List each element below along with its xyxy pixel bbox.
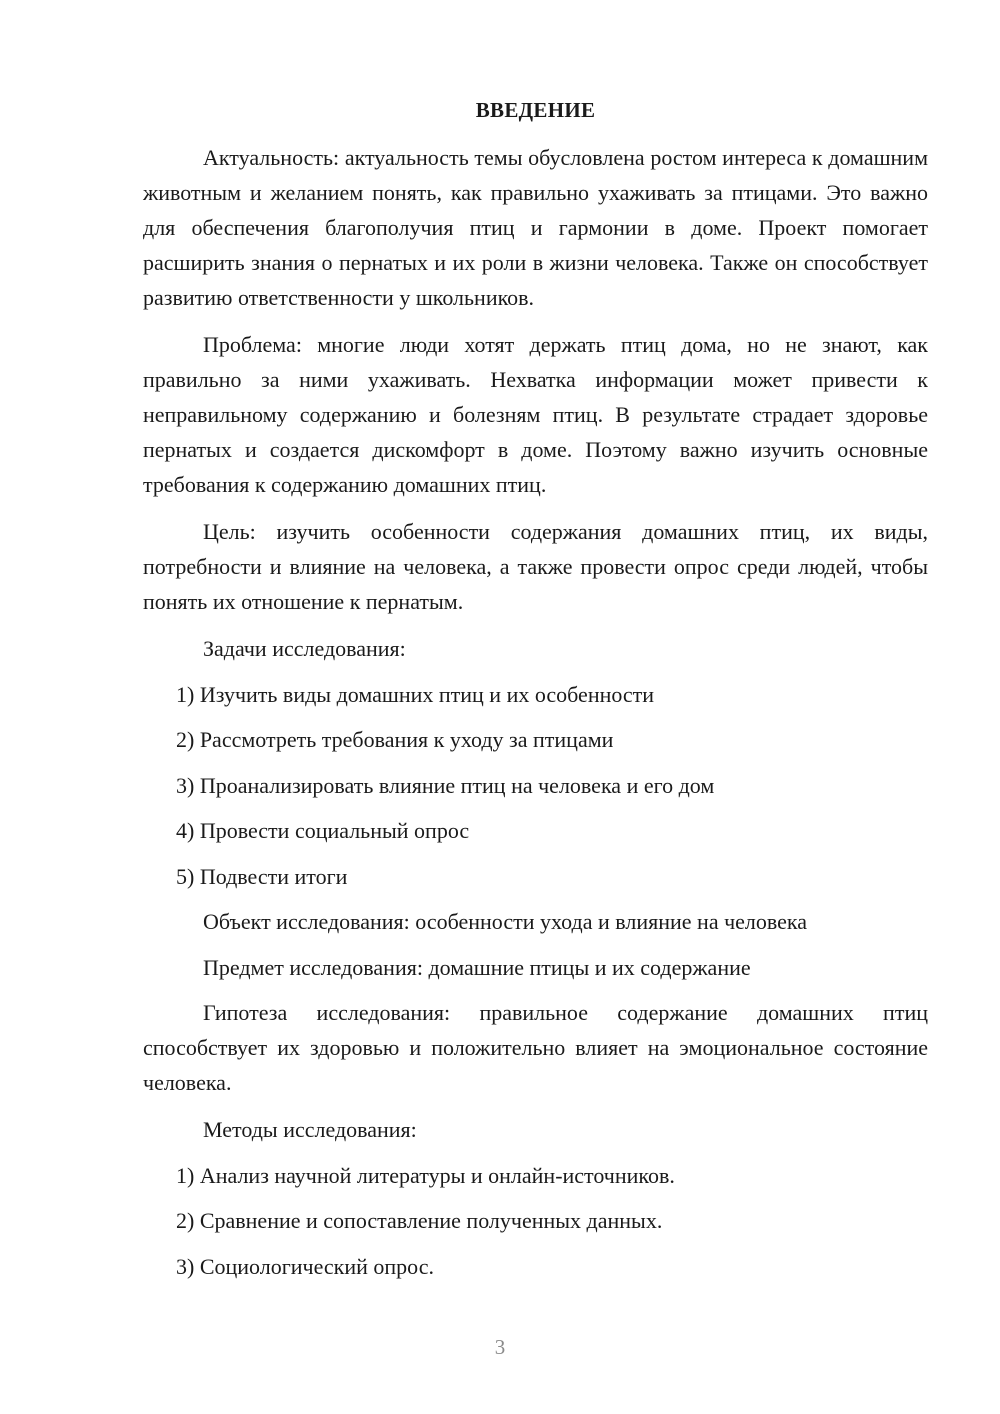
goal-paragraph: Цель: изучить особенности содержания домашних птиц, их виды, потребности и влияние на человека, а также провести опрос среди людей, чтобы понять их отношение к пернатым.	[143, 519, 928, 614]
methods-title: Методы исследования:	[203, 1117, 417, 1142]
problem-paragraph: Проблема: многие люди хотят держать птиц дома, но не знают, как правильно за ними ухаживать. Нехватка информации может привести к неправильному содержанию и болезням птиц. В результате страдает здоровье пернатых и создается дискомфорт в доме. Поэтому важно изучить основные требования к содержанию домашних птиц.	[143, 332, 928, 497]
method-item: 2) Сравнение и сопоставление полученных данных.	[176, 1208, 663, 1233]
task-item: 4) Провести социальный опрос	[176, 818, 470, 843]
hypothesis-paragraph: Гипотеза исследования: правильное содержание домашних птиц способствует их здоровью и положительно влияет на эмоциональное состояние человека.	[143, 1000, 928, 1095]
relevance-paragraph: Актуальность: актуальность темы обусловлена ростом интереса к домашним животным и желанием понять, как правильно ухаживать за птицами. Это важно для обеспечения благополучия птиц и гармонии в доме. Проект помогает расширить знания о пернатых и их роли в жизни человека. Также он способствует развитию ответственности у школьников.	[143, 145, 928, 310]
task-item: 2) Рассмотреть требования к уходу за птицами	[176, 727, 614, 752]
research-object: Объект исследования: особенности ухода и влияние на человека	[203, 909, 808, 934]
task-item: 3) Проанализировать влияние птиц на человека и его дом	[176, 772, 715, 798]
section-heading: ВВЕДЕНИЕ	[475, 98, 596, 122]
method-item: 3) Социологический опрос.	[176, 1253, 434, 1279]
page-number: 3	[494, 1335, 506, 1359]
research-subject: Предмет исследования: домашние птицы и их содержание	[203, 954, 751, 980]
method-item: 1) Анализ научной литературы и онлайн-источников.	[176, 1162, 675, 1188]
tasks-title: Задачи исследования:	[203, 636, 406, 661]
task-item: 1) Изучить виды домашних птиц и их особенности	[176, 681, 655, 707]
document-page	[143, 94, 928, 1294]
task-item: 5) Подвести итоги	[176, 863, 348, 889]
